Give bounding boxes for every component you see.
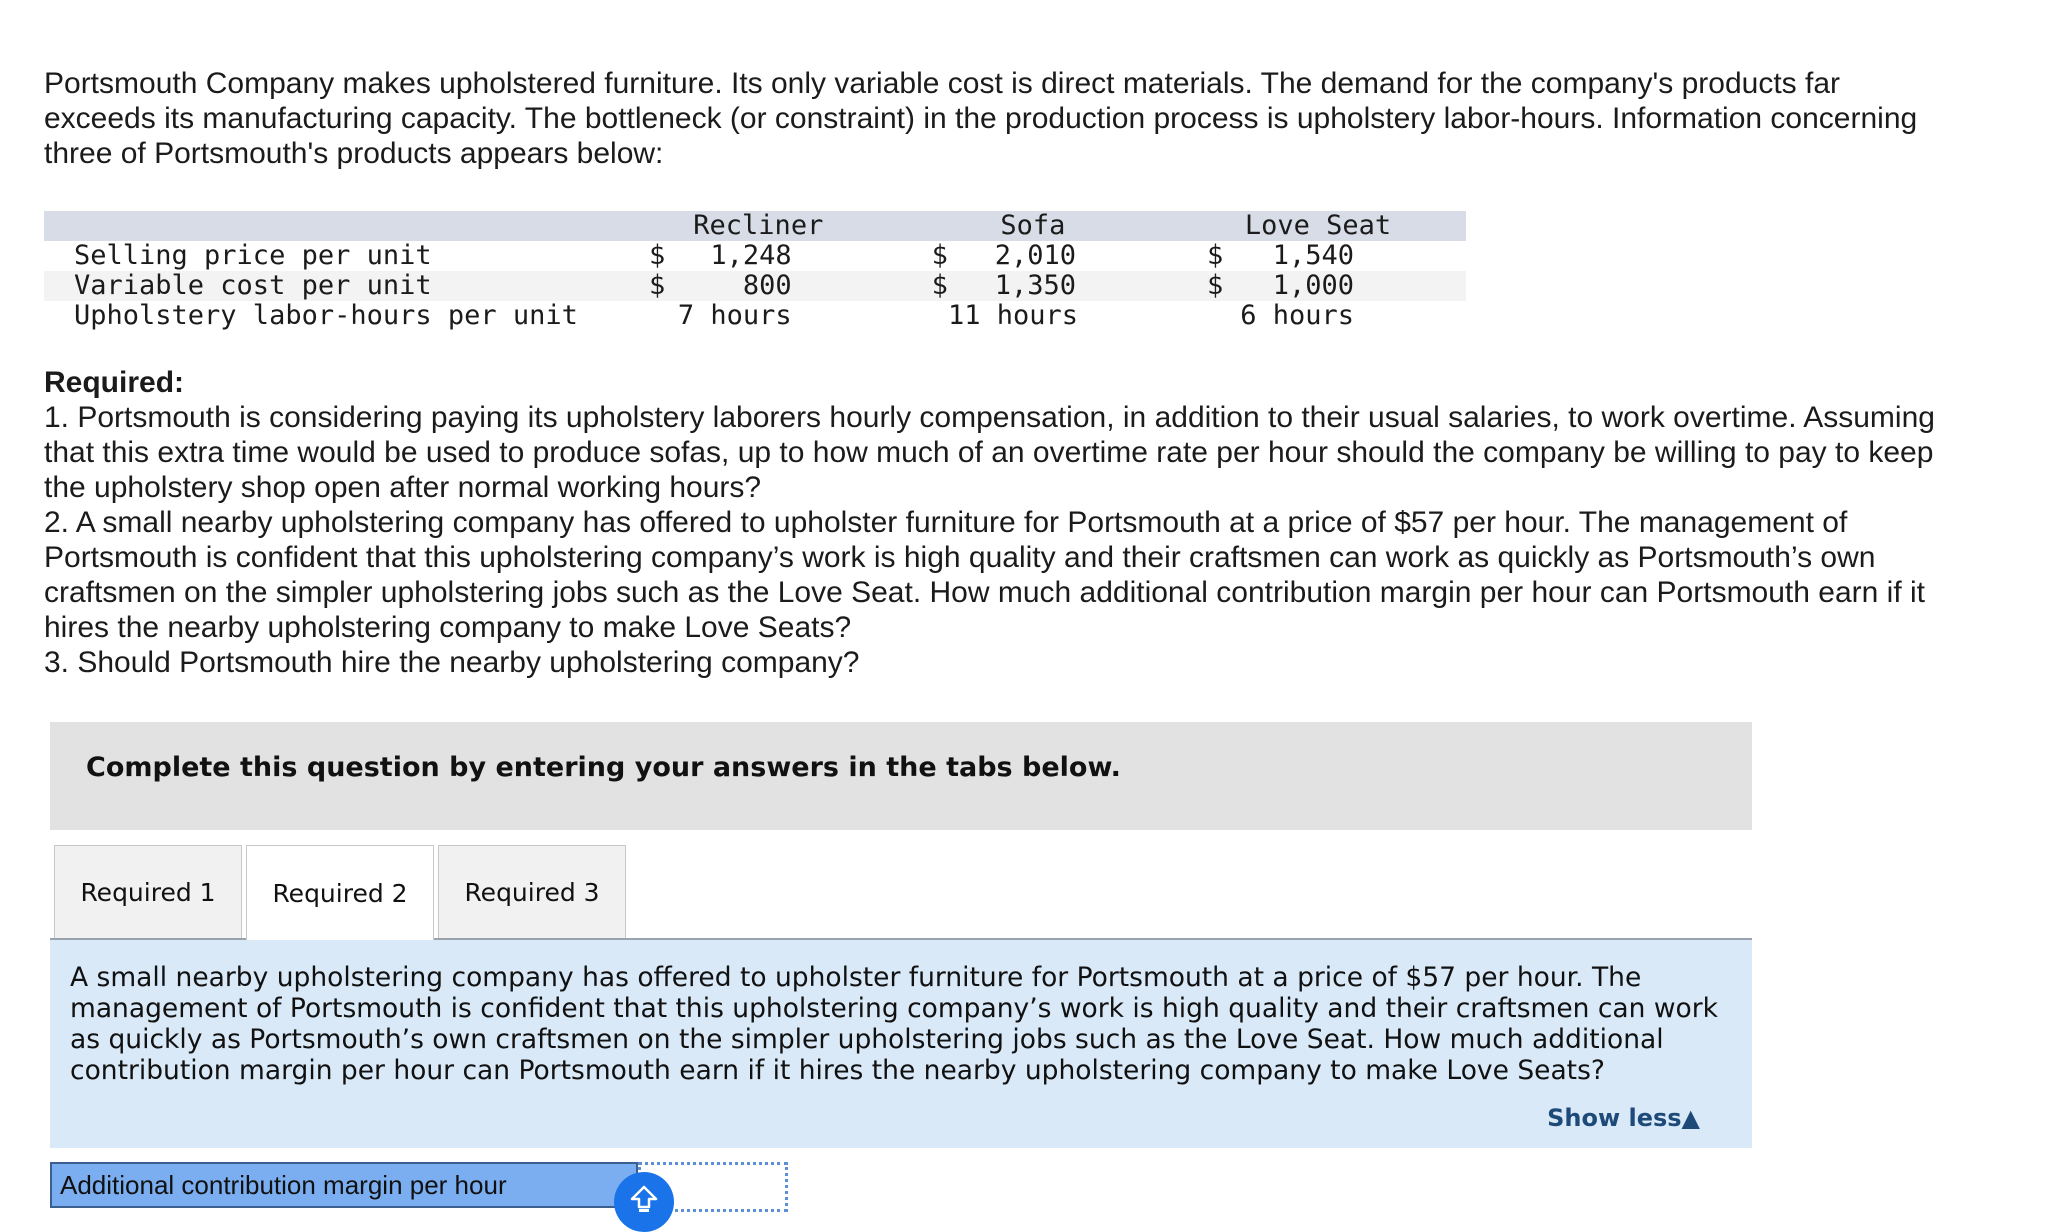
arrow-up-icon — [629, 1184, 659, 1214]
cell-value: 1,248 — [710, 240, 792, 271]
table-row — [44, 271, 1466, 301]
cell-value: 2,010 — [994, 240, 1077, 271]
question-panel — [50, 940, 1752, 1148]
table-header-blank — [44, 211, 621, 241]
tab-label: Required 3 — [464, 877, 600, 907]
cell-value: 6 hours — [1240, 300, 1354, 331]
instruction-text: Complete this question by entering your answers in the tabs below. — [86, 752, 1121, 783]
currency-symbol: $ — [1207, 270, 1224, 301]
table-row — [44, 241, 1466, 271]
instruction-banner — [50, 722, 1752, 830]
tab-required-2[interactable] — [246, 845, 434, 940]
cell-value: 11 hours — [947, 300, 1079, 331]
cell-value: 1,000 — [1272, 270, 1354, 301]
scroll-up-button[interactable] — [614, 1172, 674, 1232]
currency-symbol: $ — [931, 270, 948, 301]
header-love-seat: Love Seat — [1244, 210, 1392, 241]
currency-symbol: $ — [931, 240, 948, 271]
panel-question-text: A small nearby upholstering company has offered to upholster furniture for Portsmouth at a price of $57 per hour. The management of Portsmouth is confident that this upholstering company’s work is high quality and their craftsmen can work as quickly as Portsmouth’s own craftsmen on the simpler upholstering jobs such as the Love Seat. How much additional contribution margin per hour can Portsmouth earn if it hires the nearby upholstering company to make Love Seats? — [70, 962, 1718, 1086]
cell-value: 7 hours — [677, 300, 792, 331]
currency-symbol: $ — [648, 240, 666, 271]
tab-required-1[interactable] — [54, 845, 242, 938]
currency-symbol: $ — [1207, 240, 1224, 271]
table-row — [44, 301, 1466, 331]
row-label: Variable cost per unit — [74, 270, 432, 301]
cell-value: 800 — [742, 270, 792, 301]
product-data-table — [44, 211, 1466, 331]
tab-label: Required 1 — [80, 877, 216, 907]
answer-label: Additional contribution margin per hour — [50, 1162, 638, 1208]
requirement-2: 2. A small nearby upholstering company has offered to upholster furniture for Portsmouth at a price of $57 per hour. The management of Portsmouth is confident that this upholstering company’s work is high quality and their craftsmen can work as quickly as Portsmouth’s own craftsmen on the simpler upholstering jobs such as the Love Seat. How much additional contribution margin per hour can Portsmouth earn if it hires the nearby upholstering company to make Love Seats? — [44, 506, 1925, 644]
row-label: Selling price per unit — [74, 240, 432, 271]
cell-value: 1,350 — [994, 270, 1077, 301]
required-section — [44, 365, 1964, 680]
row-label: Upholstery labor-hours per unit — [74, 300, 578, 331]
tab-required-3[interactable] — [438, 845, 626, 938]
required-heading: Required: — [44, 366, 185, 399]
header-recliner: Recliner — [693, 210, 824, 241]
cell-value: 1,540 — [1272, 240, 1354, 271]
problem-intro: Portsmouth Company makes upholstered furniture. Its only variable cost is direct materials. The demand for the company's products far exceeds its manufacturing capacity. The bottleneck (or constraint) in the production process is upholstery labor-hours. Information concerning three of Portsmouth's products appears below: — [44, 67, 1918, 170]
currency-symbol: $ — [648, 270, 666, 301]
header-sofa: Sofa — [1000, 210, 1066, 241]
tab-label: Required 2 — [272, 878, 408, 908]
show-less-link[interactable]: Show less▲ — [1547, 1104, 1700, 1132]
requirement-3: 3. Should Portsmouth hire the nearby upholstering company? — [44, 646, 860, 679]
table-header-row — [44, 211, 1466, 241]
requirement-1: 1. Portsmouth is considering paying its upholstery laborers hourly compensation, in addition to their usual salaries, to work overtime. Assuming that this extra time would be used to produce sofas, up to how much of an overtime rate per hour should the company be willing to pay to keep the upholstery shop open after normal working hours? — [44, 401, 1935, 504]
